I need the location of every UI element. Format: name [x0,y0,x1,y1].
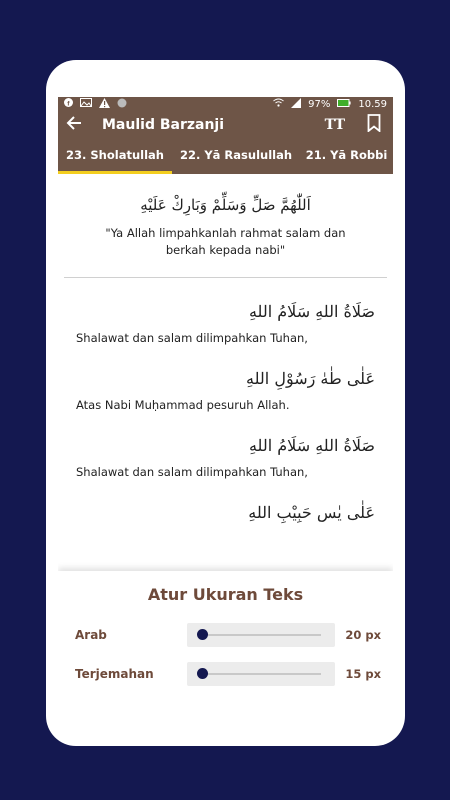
arab-size-label: Arab [75,628,107,642]
slider-track [201,673,321,675]
verse-translation: Atas Nabi Muḥammad pesuruh Allah. [76,398,290,412]
signal-icon [291,98,301,111]
translation-size-value: 15 px [345,667,381,681]
translation-size-label: Terjemahan [75,667,154,681]
panel-title: Atur Ukuran Teks [147,585,304,604]
slider-thumb[interactable] [197,629,208,640]
verse-arabic: عَلٰى طٰهٰ رَسُوْلِ اللهِ [246,369,375,388]
bookmark-icon[interactable] [367,114,381,136]
tab-ya-rasulullah[interactable]: 22. Yā Rasulullah [179,147,293,162]
facebook-icon [64,98,73,110]
svg-text:f: f [67,100,70,107]
verse-arabic: عَلٰى يٰس حَبِيْبِ اللهِ [248,503,375,522]
section-header [58,174,393,259]
slider-track [201,634,321,636]
warning-icon [99,98,110,111]
arab-size-slider[interactable] [187,623,335,647]
clock: 10.59 [358,98,387,110]
verse-list [58,302,393,522]
header-translation: "Ya Allah limpahkanlah rahmat salam dan berkah kepada nabi" [105,226,346,257]
image-icon [80,98,92,110]
tab-bar [58,138,393,174]
verse-translation: Shalawat dan salam dilimpahkan Tuhan, [76,465,308,479]
verse-item [76,503,375,522]
verse-item [76,369,375,412]
arab-size-row [75,623,381,647]
verse-item [76,302,375,345]
slider-thumb[interactable] [197,668,208,679]
translation-size-slider[interactable] [187,662,335,686]
battery-percent: 97% [308,98,331,110]
header-arabic: اَللّٰهُمَّ صَلِّ وَسَلِّمْ وَبَارِكْ عَلَيْهِ [140,196,311,214]
verse-arabic: صَلَاةُ اللهِ سَلَامُ اللهِ [248,436,375,455]
status-bar [58,97,393,111]
text-size-icon[interactable]: TT [324,116,345,133]
wifi-icon [273,98,284,110]
divider [64,277,387,278]
tab-sholatullah[interactable]: 23. Sholatullah [58,138,172,174]
battery-icon [337,99,351,110]
verse-item [76,436,375,479]
verse-translation: Shalawat dan salam dilimpahkan Tuhan, [76,331,308,345]
back-arrow-icon[interactable] [66,114,92,135]
translation-size-row [75,662,381,686]
tab-ya-robbi[interactable]: 21. Yā Robbi [305,147,388,162]
app-title: Maulid Barzanji [102,116,225,133]
app-bar [58,111,393,138]
circle-icon [117,98,127,111]
phone-frame [46,60,405,746]
text-size-panel [58,571,393,740]
app-screen [58,97,393,740]
arab-size-value: 20 px [345,628,381,642]
verse-arabic: صَلَاةُ اللهِ سَلَامُ اللهِ [248,302,375,321]
